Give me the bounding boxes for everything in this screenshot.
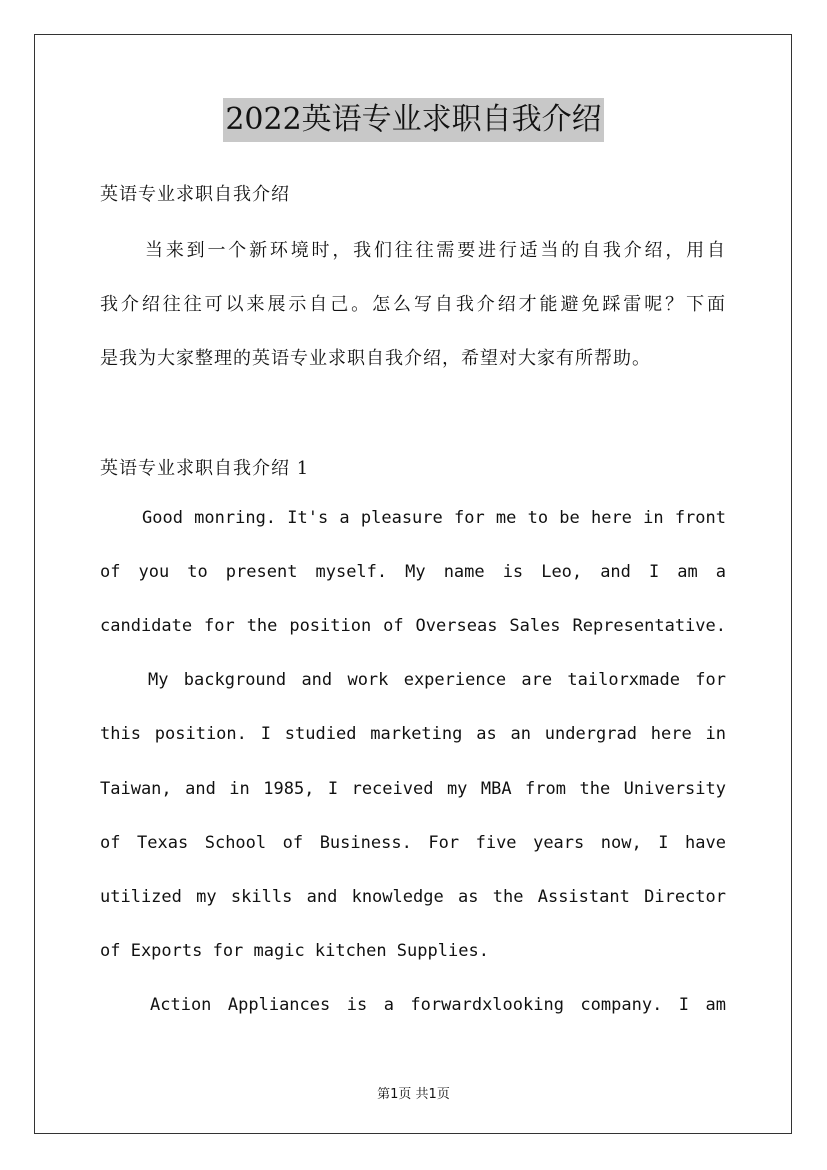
body-line-2: of you to present myself. My name is Leo, and I am a	[100, 562, 726, 582]
subtitle: 英语专业求职自我介绍	[100, 184, 290, 205]
page-footer: 第1页 共1页	[377, 1087, 450, 1102]
body-line-4: My background and work experience are tailorxmade for	[148, 670, 726, 690]
body-line-10: Action Appliances is a forwardxlooking company. I am	[150, 995, 726, 1015]
document-title: 2022英语专业求职自我介绍	[223, 98, 603, 142]
section-heading: 英语专业求职自我介绍 1	[100, 458, 310, 479]
intro-line-2: 我介绍往往可以来展示自己。怎么写自我介绍才能避免踩雷呢？下面	[100, 294, 726, 315]
body-line-9: of Exports for magic kitchen Supplies.	[100, 941, 489, 961]
intro-line-3: 是我为大家整理的英语专业求职自我介绍，希望对大家有所帮助。	[100, 348, 651, 369]
intro-line-1: 当来到一个新环境时，我们往往需要进行适当的自我介绍，用自	[145, 240, 726, 261]
body-line-8: utilized my skills and knowledge as the Assistant Director	[100, 887, 726, 907]
body-line-5: this position. I studied marketing as an undergrad here in	[100, 724, 726, 744]
body-line-3: candidate for the position of Overseas Sales Representative.	[100, 616, 726, 636]
body-line-7: of Texas School of Business. For five years now, I have	[100, 833, 726, 853]
body-line-6: Taiwan, and in 1985, I received my MBA from the University	[100, 779, 726, 799]
body-line-1: Good monring. It's a pleasure for me to be here in front	[142, 508, 726, 528]
